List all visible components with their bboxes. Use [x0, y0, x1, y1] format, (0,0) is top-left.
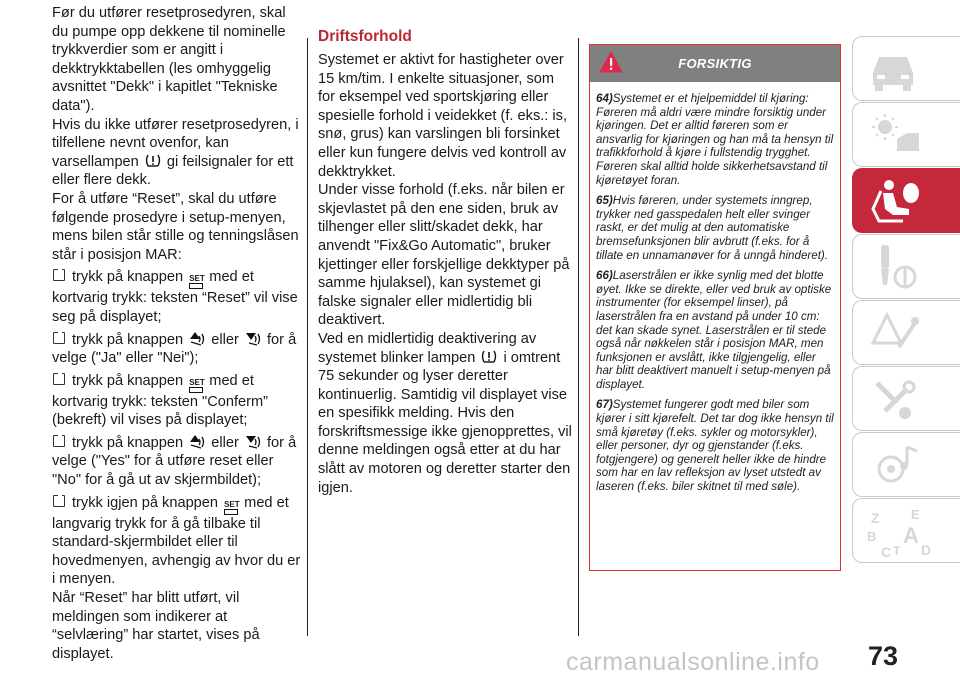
left-column	[52, 4, 302, 663]
watermark: carmanualsonline.info	[566, 648, 820, 676]
false-signals-paragraph: Under visse forhold (f.eks. når bilen er skjevlastet på den ene siden, bruk av tilhenger eller slitt/skadet dekk, har anvendt "Fix&Go Automatic", bruker kjettinger eller forskjellige dekktyper på samme hjulaksel), kan systemet gi falske signaler eller midlertidig bli deaktivert.	[318, 182, 570, 329]
warning-lamp-paragraph: Hvis du ikke utfører resetprosedyren, i tilfellene nevnt ovenfor, kan varsellampen gi feilsignaler for ett eller flere dekk.	[52, 116, 299, 189]
tire-pressure-lamp-icon	[481, 349, 497, 364]
tab-emergency[interactable]	[852, 300, 960, 365]
dashboard-lights-icon	[867, 109, 927, 161]
warning-header	[590, 45, 840, 82]
service-wrench-icon	[867, 373, 927, 425]
warning-triangle-tool-icon	[867, 307, 927, 359]
arrow-up-button-icon	[189, 434, 205, 449]
warning-item: 65)Hvis føreren, under systemets inngrep, trykker ned gasspedalen helt eller svinger raskt, er det mulig at den automatiske bremsefunksjonen blir avbrutt (f.eks. for å tillate en unnamanøver for å unngå hinderet).	[596, 194, 829, 262]
step-3: trykk på knappen SET med et kortvarig trykk: teksten "Conferm” (bekreft) vil vises på displayet;	[52, 372, 269, 429]
tab-index[interactable]	[852, 498, 960, 563]
tire-pressure-lamp-icon	[145, 153, 161, 168]
step-5: trykk igjen på knappen SET med et langvarig trykk for å gå tilbake til standard-skjermbildet eller til hovedmenyen, avhengig av hvor du er i menyen.	[52, 494, 301, 588]
alphabet-index-icon	[867, 505, 947, 561]
step-4: trykk på knappen eller for å velge ("Yes" for å utføre reset eller "No" for å gå ut av skjermbildet);	[52, 434, 297, 489]
index-letter: B	[867, 529, 877, 544]
intro-paragraph: Før du utfører resetprosedyren, skal du pumpe opp dekkene til nominelle trykkverdier som er angitt i dekktrykktabellen (les omhyggelig avsnittet "Dekk" i kapitlet "Tekniske data").	[52, 5, 286, 114]
arrow-down-button-icon	[245, 434, 261, 449]
checkbox-bullet-icon	[53, 373, 65, 385]
warning-title: FORSIKTIG	[678, 56, 752, 71]
column-divider	[307, 38, 308, 636]
step-1: trykk på knappen SET med et kortvarig trykk: teksten “Reset” vil vise seg på displayet;	[52, 269, 298, 325]
tab-starting-driving[interactable]	[852, 234, 960, 299]
column-divider	[578, 38, 579, 636]
arrow-down-button-icon	[245, 331, 261, 346]
deactivation-paragraph: Ved en midlertidig deaktivering av systemet blinker lampen i omtrent 75 sekunder og lyser deretter kontinuerlig. Samtidig vil displayet vise en spesifikk melding. Hvis den forskriftsmessige ikke gjenopprettes, vil denne meldingen også etter at du har slått av motoren og deretter starter den igjen.	[318, 330, 572, 496]
set-button-icon: SET	[224, 501, 238, 515]
reset-intro-paragraph: For å utføre “Reset”, skal du utføre følgende prosedyre i setup-menyen, mens bilen står stille og tenningslåsen står i posisjon MAR:	[52, 190, 299, 263]
step-2: trykk på knappen eller for å velge ("Ja" eller "Nei");	[52, 331, 297, 367]
seat-airbag-icon	[867, 175, 927, 227]
index-letter: A	[903, 523, 919, 548]
key-ignition-icon	[867, 241, 927, 293]
page-number: 73	[868, 641, 899, 671]
index-letter: E	[911, 507, 920, 522]
middle-column	[318, 28, 574, 497]
arrow-up-button-icon	[189, 331, 205, 346]
warning-item: 66)Laserstrålen er ikke synlig med det blotte øyet. Ikke se direkte, eller ved bruk av optiske instrumenter (for eksempel linser), på laserstrålen fra en avstand på under 10 cm: det kan skade synet. Laserstrålen er til stede også når nøkkelen står i posisjon MAR, men funksjonen er avslått, ikke tilgjengelig, eller har blitt deaktivert manuelt i setup-menyen på displayet.	[596, 269, 832, 391]
checkbox-bullet-icon	[53, 269, 65, 281]
checkbox-bullet-icon	[53, 332, 65, 344]
tab-safety[interactable]	[852, 168, 960, 233]
section-heading: Driftsforhold	[318, 28, 412, 45]
index-letter: D	[921, 542, 932, 558]
set-button-icon: SET	[189, 275, 203, 289]
warning-item: 67)Systemet fungerer godt med biler som kjører i sitt kjørefelt. Det tar dog ikke hensyn til små kjøretøy (f.eks. sykler og motorsykler), eller personer, dyr og gjenstander (f.eks. fotgjengere) og generelt heller ikke de hindre som har en lav refleksjon av lyset utstedt av laseren (f.eks. biler skitnet til med søle).	[596, 398, 834, 494]
warning-body	[590, 82, 840, 494]
set-button-icon: SET	[189, 379, 203, 393]
warning-item: 64)Systemet er et hjelpemiddel til kjøring: Føreren må aldri være mindre forsiktig under kjøringen. Det er alltid føreren som er ansvarlig for kjøringen og han må ta hensyn til trafikkforhold å kjøre i fullstendig trygghet. Føreren skal alltid holde sikkerhetsavstand til kjøretøyet foran.	[596, 92, 834, 187]
multimedia-icon	[867, 439, 927, 491]
operating-conditions-paragraph: Systemet er aktivt for hastigheter over 15 km/tim. I enkelte situasjoner, som for eksempel ved sportskjøring eller spesielle forhold i veidekket (f. eks.: is, snø, grus) kan varslingen bli forsinket eller kun fungere delvis ved kontroll av dekktrykket.	[318, 52, 568, 180]
index-letter: Z	[871, 510, 880, 526]
checkbox-bullet-icon	[53, 495, 65, 507]
tab-service[interactable]	[852, 366, 960, 431]
tab-multimedia[interactable]	[852, 432, 960, 497]
warning-box	[589, 44, 841, 571]
checkbox-bullet-icon	[53, 435, 65, 447]
index-letter: T	[893, 544, 901, 558]
index-letter: C	[881, 544, 892, 560]
tab-dashboard-lights[interactable]	[852, 102, 960, 167]
car-front-icon	[867, 43, 927, 95]
reset-done-paragraph: Når “Reset” har blitt utført, vil meldingen som indikerer at “selvlæring” har startet, vises på displayet.	[52, 590, 260, 662]
tab-car-front[interactable]	[852, 36, 960, 101]
